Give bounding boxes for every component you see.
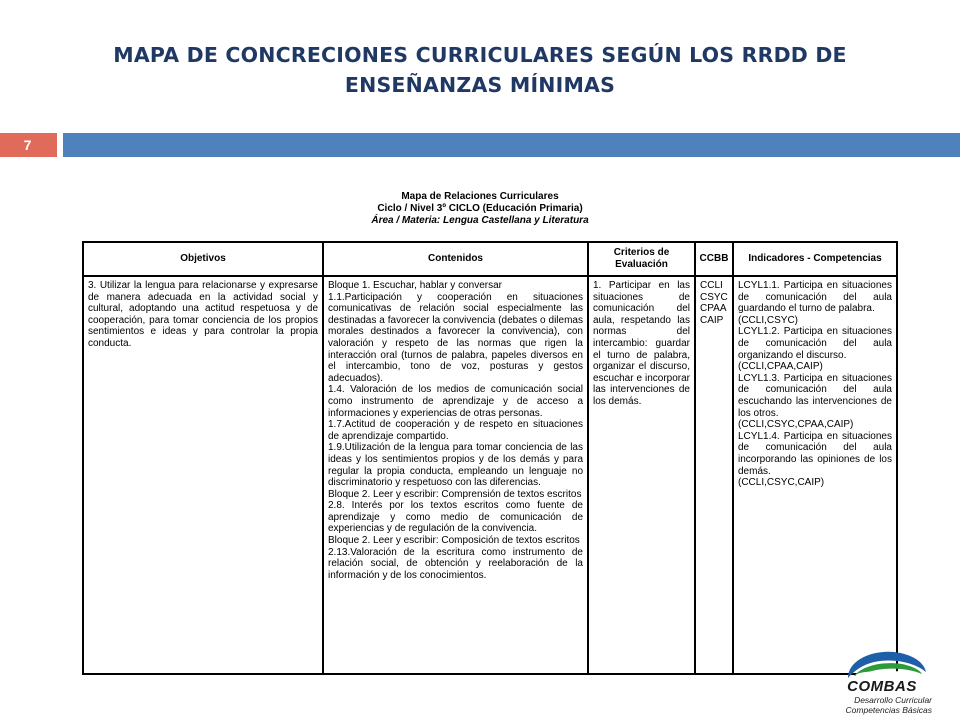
- ccbb-item: CCLI: [700, 280, 723, 291]
- table-header-row: [83, 242, 897, 276]
- contenidos-cell: [323, 276, 588, 674]
- logo-subtitle-2: Competencias Básicas: [845, 705, 932, 715]
- contenido-line: 1.1.Participación y cooperación en situaciones comunicativas de relación social especialmente las destinadas a favorecer la convivencia (debates o dilemas morales destinados a favorecer la convivencia), con valoración y respeto de las normas que rigen la interacción oral (turnos de palabra, papeles diversos en el intercambio, tono de voz, posturas y gestos adecuados).: [328, 291, 583, 384]
- document-cycle: Ciclo / Nivel 3º CICLO (Educación Primaria): [377, 203, 583, 214]
- column-header-indicadores: Indicadores - Competencias: [733, 242, 897, 276]
- ccbb-item: CAIP: [700, 314, 724, 326]
- indicadores-cell: [733, 276, 897, 674]
- criterios-cell: 1. Participar en las situaciones de comunicación del aula, respetando las normas del intercambio: guardar el turno de palabra, organizar el discurso, escuchar e incorporar las intervenciones de los demás.: [588, 276, 695, 674]
- contenido-line: Bloque 2. Leer y escribir: Composición de textos escritos: [328, 535, 580, 547]
- ccbb-cell: [695, 276, 733, 674]
- table-row: [83, 276, 897, 674]
- page-number-badge: [0, 133, 57, 157]
- ccbb-item: CPAA: [700, 303, 727, 315]
- combas-logo: [832, 648, 932, 716]
- document-heading: [330, 191, 630, 227]
- logo-subtitle-1: Desarrollo Curricular: [854, 695, 932, 705]
- column-header-contenidos: Contenidos: [323, 242, 588, 276]
- indicador-line: (CCLI,CPAA,CAIP): [738, 361, 823, 373]
- curriculum-table: [82, 241, 898, 675]
- ccbb-item: CSYC: [700, 291, 728, 303]
- header-bar: [63, 133, 960, 157]
- indicador-line: LCYL1.2. Participa en situaciones de comunicación del aula organizando el discurso.: [738, 326, 892, 361]
- contenido-line: 1.7.Actitud de cooperación y de respeto en situaciones de aprendizaje compartido.: [328, 419, 583, 442]
- contenido-line: Bloque 2. Leer y escribir: Comprensión de textos escritos: [328, 488, 582, 500]
- contenido-line: Bloque 1. Escuchar, hablar y conversar: [328, 280, 502, 291]
- indicador-line: LCYL1.4. Participa en situaciones de comunicación del aula incorporando las opiniones de los demás.: [738, 430, 892, 477]
- combas-logo-icon: [842, 648, 928, 682]
- objetivos-cell: 3. Utilizar la lengua para relacionarse y expresarse de manera adecuada en la actividad social y cultural, adoptando una actitud respetuosa y de cooperación, para tomar conciencia de los propios sentimientos e ideas y para controlar la propia conducta.: [83, 276, 323, 674]
- page-number: 7: [23, 137, 32, 153]
- column-header-ccbb: CCBB: [695, 242, 733, 276]
- logo-name: COMBAS: [847, 678, 917, 695]
- document-title: Mapa de Relaciones Curriculares: [401, 191, 559, 202]
- indicador-line: (CCLI,CSYC,CPAA,CAIP): [738, 419, 854, 431]
- contenido-line: 1.9.Utilización de la lengua para tomar conciencia de las ideas y los sentimientos propios y de los demás y para regular la propia conducta, empleando un lenguaje no discriminatorio y respetuoso con las diferencias.: [328, 442, 583, 489]
- slide-title-line-1: MAPA DE CONCRECIONES CURRICULARES SEGÚN LOS RRDD DE: [113, 43, 847, 67]
- slide-title: [80, 40, 880, 100]
- indicador-line: LCYL1.1. Participa en situaciones de comunicación del aula guardando el turno de palabra.: [738, 280, 892, 315]
- indicador-line: LCYL1.3. Participa en situaciones de comunicación del aula escuchando las intervenciones de los otros.: [738, 372, 892, 419]
- contenido-line: 2.13.Valoración de la escritura como instrumento de relación social, de obtención y reelaboración de la información y de los conocimientos.: [328, 546, 583, 581]
- contenido-line: 2.8. Interés por los textos escritos como fuente de aprendizaje y como medio de comunicación de experiencias y de regulación de la convivencia.: [328, 500, 583, 535]
- indicador-line: (CCLI,CSYC): [738, 314, 799, 326]
- document-area: Área / Materia: Lengua Castellana y Literatura: [371, 215, 589, 226]
- indicador-line: (CCLI,CSYC,CAIP): [738, 477, 825, 489]
- contenido-line: 1.4. Valoración de los medios de comunicación social como instrumento de aprendizaje y de acceso a informaciones y experiencias de otras personas.: [328, 384, 583, 419]
- column-header-objetivos: Objetivos: [83, 242, 323, 276]
- column-header-criterios: Criterios de Evaluación: [588, 242, 695, 276]
- slide-title-line-2: ENSEÑANZAS MÍNIMAS: [344, 73, 616, 97]
